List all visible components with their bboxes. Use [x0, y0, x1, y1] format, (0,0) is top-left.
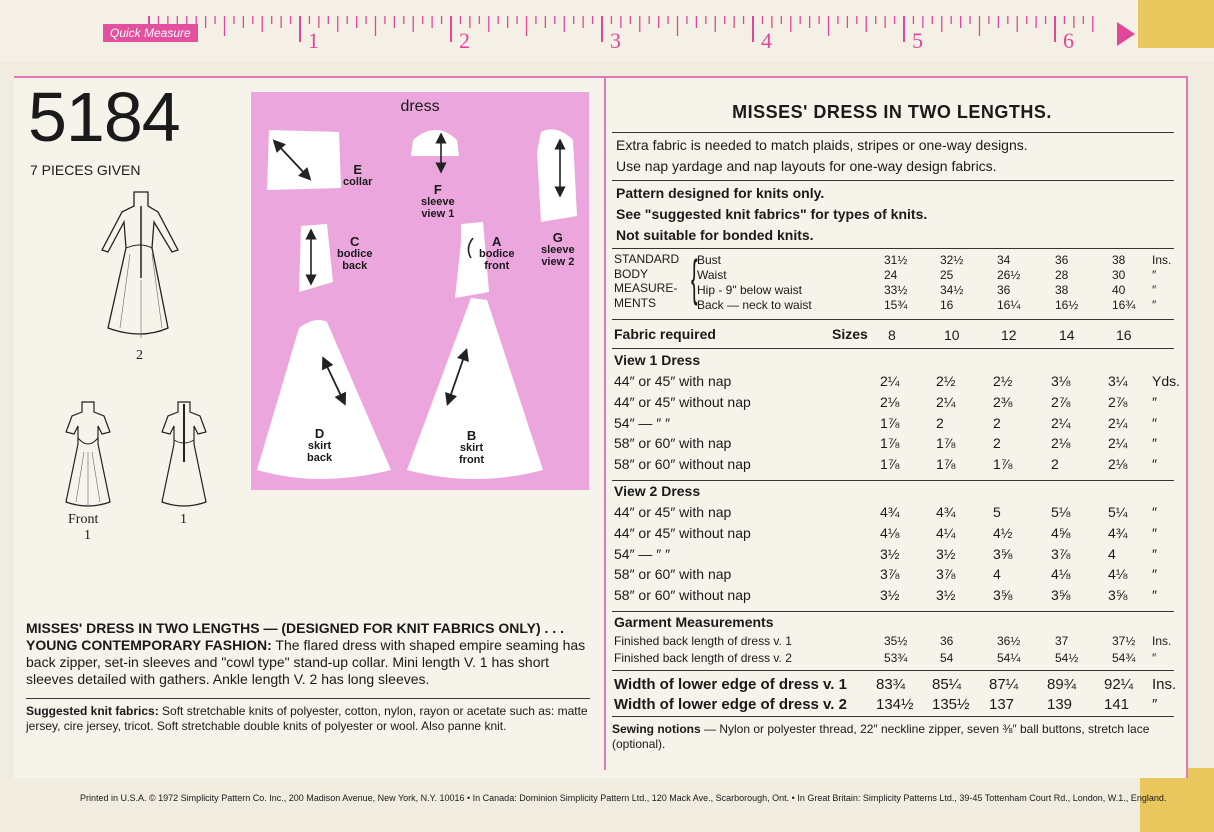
width-value: 89¾: [1047, 676, 1077, 693]
quick-measure-ruler: [105, 10, 1137, 52]
piece-name: bodice back: [337, 248, 373, 272]
view-2-value: 3⅞: [880, 566, 900, 583]
width-value: 139: [1047, 696, 1073, 713]
view-2-value: 4⅛: [1051, 566, 1071, 583]
unit: ″: [1152, 283, 1157, 297]
piece-letter: F: [433, 182, 442, 197]
view-1-value: 2¼: [1051, 414, 1071, 431]
ruler-number: 2: [459, 28, 470, 52]
body-measurement-name: Back — neck to waist: [697, 298, 812, 312]
brace: {: [691, 250, 698, 306]
view-2-value: 3⅝: [1108, 587, 1128, 604]
view-1-row-name: 44″ or 45″ without nap: [614, 393, 751, 410]
view-2-value: 3⅞: [936, 566, 956, 583]
knit-text: Soft stretchable knits of polyester, cotton, nylon, rayon or acetate such as: matte jersey, cire jersey, tricot. Soft stretchable double knits of polyester or wool. Also panne knit.: [26, 704, 588, 733]
view-1-value: 3⅛: [1051, 373, 1071, 389]
piece-label-d: [307, 428, 332, 464]
view-1-value: 2⅞: [1108, 393, 1128, 410]
note-2: Use nap yardage and nap layouts for one-way design fabrics.: [616, 158, 997, 174]
description: [26, 620, 588, 688]
description-subheading: YOUNG CONTEMPORARY FASHION:: [26, 637, 272, 653]
front-label: Front: [68, 512, 99, 527]
description-heading: MISSES' DRESS IN TWO LENGTHS — (DESIGNED FOR KNIT FABRICS ONLY) . . .: [26, 620, 564, 636]
body-measurement-name: Bust: [697, 253, 722, 267]
view-2-value: 4⅛: [1108, 566, 1128, 583]
piece-g-sleeve-view-2: [537, 129, 577, 222]
view-1-value: 2¼: [1108, 414, 1128, 431]
garment-value: 54: [940, 651, 954, 665]
view-2-row-name: 44″ or 45″ without nap: [614, 524, 751, 541]
view-2-value: 3⅝: [993, 545, 1013, 562]
piece-letter: C: [350, 234, 360, 249]
sizes-label: Sizes: [832, 326, 868, 342]
pattern-pieces-shapes: [251, 92, 589, 490]
tape-top-right: [1138, 0, 1214, 48]
view-2-row-name: 58″ or 60″ without nap: [614, 587, 751, 604]
piece-label-g: [541, 232, 575, 268]
pieces-given: 7 PIECES GIVEN: [30, 162, 141, 178]
bold-note-1: Pattern designed for knits only.: [616, 185, 825, 201]
rule: [612, 348, 1174, 349]
garment-measurements-label: Garment Measurements: [614, 614, 774, 630]
width-value: 85¼: [932, 676, 962, 693]
body-measurement-value: 36: [1055, 253, 1069, 267]
view-1-value: 2¼: [1108, 435, 1128, 452]
view-1-value: 2⅛: [1108, 456, 1128, 473]
back-view-label: 1: [180, 512, 187, 527]
view-2-value: 5⅛: [1051, 504, 1071, 520]
bold-note-3: Not suitable for bonded knits.: [616, 227, 814, 243]
garment-value: 35½: [884, 634, 908, 648]
garment-value: 54¼: [997, 651, 1021, 665]
piece-name: skirt back: [307, 440, 333, 464]
view-1-value: 2⅛: [880, 393, 900, 410]
unit: ″: [1152, 524, 1157, 541]
piece-letter: A: [492, 234, 502, 249]
view-1-value: 2: [936, 414, 944, 431]
piece-name: bodice front: [479, 248, 515, 272]
knit-label: Suggested knit fabrics:: [26, 704, 159, 718]
rule: [612, 319, 1174, 320]
size-header: 14: [1059, 327, 1075, 343]
body-measurement-value: 16: [940, 298, 954, 312]
note-1: Extra fabric is needed to match plaids, stripes or one-way designs.: [616, 137, 1028, 153]
garment-value: 36½: [997, 634, 1021, 648]
view-2-value: 5: [993, 504, 1001, 520]
garment-value: 37½: [1112, 634, 1136, 648]
width-value: 137: [989, 696, 1015, 713]
view-2-value: 4¾: [936, 504, 956, 520]
view-1-value: 3¼: [1108, 373, 1128, 389]
view-1-value: 2½: [993, 373, 1013, 389]
size-header: 8: [888, 327, 896, 343]
body-measurement-value: 30: [1112, 268, 1126, 282]
view-1-value: 2⅛: [1051, 435, 1071, 452]
unit: ″: [1152, 651, 1157, 665]
rule: [612, 480, 1174, 481]
size-header: 12: [1001, 327, 1017, 343]
view-1-value: 1⅞: [936, 456, 956, 473]
body-measurement-value: 40: [1112, 283, 1126, 297]
piece-letter: E: [353, 162, 363, 177]
unit: Ins.: [1152, 676, 1177, 693]
piece-letter: G: [552, 230, 563, 245]
ruler-number: 4: [761, 28, 772, 52]
view-2-value: 3½: [880, 545, 900, 562]
body-measurement-value: 15¾: [884, 298, 908, 312]
unit: ″: [1152, 545, 1157, 562]
view-2-value: 3⅝: [1051, 587, 1071, 604]
notions-text: — Nylon or polyester thread, 22″ neckline zipper, seven ⅜″ ball buttons, stretch lace (optional).: [612, 722, 1150, 751]
rule: [612, 670, 1174, 671]
dress-sketch-front-view-1: [58, 398, 118, 510]
footer: Printed in U.S.A. © 1972 Simplicity Pattern Co. Inc., 200 Madison Avenue, New York, N.Y. 10016 • In Canada: Dominion Simplicity Pattern Ltd., 120 Mack Ave., Scarborough, Ont. • In Great Britain: Simplicity Patterns Ltd., 39-45 Tottenham Court Rd., London, W.1., England.: [80, 793, 1167, 803]
body-measurement-value: 25: [940, 268, 954, 282]
ruler-number: 3: [610, 28, 621, 52]
view-1-value: 2: [993, 414, 1001, 431]
body-measurement-name: Hip - 9" below waist: [697, 283, 802, 297]
diagram-title: dress: [400, 98, 440, 115]
garment-value: 54¾: [1112, 651, 1136, 665]
ruler-number: 1: [308, 28, 319, 52]
body-measurement-value: 16¼: [997, 298, 1021, 312]
width-value: 134½: [876, 696, 914, 713]
unit: ″: [1152, 587, 1157, 604]
view-1-value: 1⅞: [880, 435, 900, 452]
width-row-name: Width of lower edge of dress v. 2: [614, 696, 847, 713]
view-1-value: 2⅞: [1051, 393, 1071, 410]
view-2-row-name: 58″ or 60″ with nap: [614, 566, 732, 583]
piece-label-b: [459, 430, 484, 466]
view-1-row-name: 44″ or 45″ with nap: [614, 373, 732, 389]
piece-c-bodice-back: [299, 224, 333, 292]
width-value: 87¼: [989, 676, 1019, 693]
fabric-required-label: Fabric required: [614, 326, 716, 342]
view-2-value: 3⅞: [1051, 545, 1071, 562]
view-2-label: 2: [136, 348, 143, 363]
front-view-number: 1: [84, 528, 91, 543]
unit: ″: [1152, 566, 1157, 583]
body-measurement-value: 28: [1055, 268, 1069, 282]
view-2-label: View 2 Dress: [614, 483, 701, 499]
view-2-value: 4⅛: [880, 524, 900, 541]
body-measurement-value: 38: [1055, 283, 1069, 297]
body-measurement-label: STANDARD: [614, 252, 680, 266]
garment-row-name: Finished back length of dress v. 2: [614, 651, 792, 665]
width-value: 83¾: [876, 676, 906, 693]
garment-value: 37: [1055, 634, 1069, 648]
width-value: 141: [1104, 696, 1130, 713]
view-1-value: 2¼: [936, 393, 956, 410]
view-1-value: 1⅞: [936, 435, 956, 452]
unit: ″: [1152, 504, 1157, 520]
bold-note-2: See "suggested knit fabrics" for types of knits.: [616, 206, 928, 222]
piece-label-a: [479, 236, 514, 272]
ruler-end-arrow: [1117, 22, 1135, 46]
view-1-label: View 1 Dress: [614, 352, 701, 368]
view-2-value: 4⅝: [1051, 524, 1071, 541]
pattern-pieces-diagram: [251, 92, 589, 490]
body-measurement-value: 33½: [884, 283, 908, 297]
description-body: [26, 637, 588, 688]
piece-name: sleeve view 1: [421, 196, 455, 220]
body-measurement-value: 38: [1112, 253, 1126, 267]
garment-value: 54½: [1055, 651, 1079, 665]
unit: Ins.: [1152, 253, 1172, 267]
view-2-value: 4¾: [1108, 524, 1128, 541]
chart-title: MISSES' DRESS IN TWO LENGTHS.: [732, 102, 1052, 122]
piece-letter: B: [466, 428, 477, 443]
garment-value: 53¾: [884, 651, 908, 665]
piece-label-f: [421, 184, 455, 220]
unit: Ins.: [1152, 634, 1172, 648]
quick-measure-badge: Quick Measure: [103, 24, 198, 42]
ruler-number: 6: [1063, 28, 1074, 52]
piece-f-sleeve-view-1: [411, 130, 459, 156]
width-value: 135½: [932, 696, 970, 713]
view-2-value: 4½: [993, 524, 1013, 541]
piece-label-c: [337, 236, 372, 272]
piece-e-collar: [267, 130, 341, 190]
view-2-row-name: 54″ — ″ ″: [614, 545, 671, 562]
view-1-value: 2: [993, 435, 1001, 452]
width-row-name: Width of lower edge of dress v. 1: [614, 676, 847, 693]
body-measurement-label: BODY: [614, 266, 649, 281]
view-2-value: 3½: [936, 545, 956, 562]
view-2-value: 3½: [936, 587, 956, 604]
body-measurement-value: 32½: [940, 253, 964, 267]
dress-sketch-back-view-1: [154, 398, 214, 510]
body-measurement-value: 26½: [997, 268, 1021, 282]
view-2-value: 3½: [880, 587, 900, 604]
view-2-value: 4¼: [936, 524, 956, 541]
unit: ″: [1152, 298, 1157, 312]
view-2-value: 3⅝: [993, 587, 1013, 604]
unit: ″: [1152, 414, 1157, 431]
piece-label-e: [343, 164, 372, 188]
body-measurement-value: 16¾: [1112, 298, 1136, 312]
unit: ″: [1152, 696, 1158, 713]
rule: [612, 180, 1174, 181]
unit: ″: [1152, 456, 1157, 473]
garment-value: 36: [940, 634, 954, 648]
view-1-value: 1⅞: [880, 456, 900, 473]
size-header: 16: [1116, 327, 1132, 343]
view-1-value: 2⅜: [993, 393, 1013, 410]
view-1-row-name: 54″ — ″ ″: [614, 414, 671, 431]
view-1-value: 2½: [936, 373, 956, 389]
piece-name: collar: [343, 176, 373, 188]
size-header: 10: [944, 327, 960, 343]
unit: ″: [1152, 268, 1157, 282]
view-1-value: 1⅞: [880, 414, 900, 431]
body-measurement-value: 31½: [884, 253, 908, 267]
piece-name: sleeve view 2: [541, 244, 575, 268]
view-2-value: 4¾: [880, 504, 900, 520]
view-2-value: 4: [1108, 545, 1116, 562]
dress-sketch-view-2: [96, 188, 186, 348]
view-2-row-name: 44″ or 45″ with nap: [614, 504, 732, 520]
suggested-knit-fabrics: [26, 704, 588, 734]
piece-name: skirt front: [459, 442, 485, 466]
rule: [612, 611, 1174, 612]
view-1-value: 2: [1051, 456, 1059, 473]
view-1-row-name: 58″ or 60″ with nap: [614, 435, 732, 452]
rule: [612, 716, 1174, 717]
sewing-notions: [612, 722, 1178, 752]
pattern-number: 5184: [28, 78, 180, 156]
view-1-value: 2¼: [880, 373, 900, 389]
garment-row-name: Finished back length of dress v. 1: [614, 634, 792, 648]
column-divider: [604, 76, 606, 770]
body-measurement-label: MENTS: [614, 295, 656, 310]
notions-label: Sewing notions: [612, 722, 701, 736]
view-1-value: 1⅞: [993, 456, 1013, 473]
rule: [612, 132, 1174, 133]
unit: Yds.: [1152, 373, 1181, 389]
description-divider: [26, 698, 590, 699]
view-2-value: 5¼: [1108, 504, 1128, 520]
body-measurement-value: 34: [997, 253, 1011, 267]
body-measurement-value: 34½: [940, 283, 964, 297]
view-2-value: 4: [993, 566, 1001, 583]
body-measurement-name: Waist: [697, 268, 727, 282]
unit: ″: [1152, 393, 1157, 410]
body-measurement-label: MEASURE-: [614, 281, 678, 295]
piece-letter: D: [314, 426, 325, 441]
body-measurement-value: 16½: [1055, 298, 1079, 312]
description-text: The flared dress with shaped empire seaming has back zipper, set-in sleeves and "cowl type" stand-up collar. Mini length V. 1 has short sleeves detailed with gathers. Ankle length V. 2 has long sleeves.: [26, 637, 586, 687]
width-value: 92¼: [1104, 676, 1134, 693]
ruler-number: 5: [912, 28, 923, 52]
view-1-row-name: 58″ or 60″ without nap: [614, 456, 751, 473]
body-measurement-value: 24: [884, 268, 898, 282]
body-measurement-value: 36: [997, 283, 1011, 297]
unit: ″: [1152, 435, 1157, 452]
